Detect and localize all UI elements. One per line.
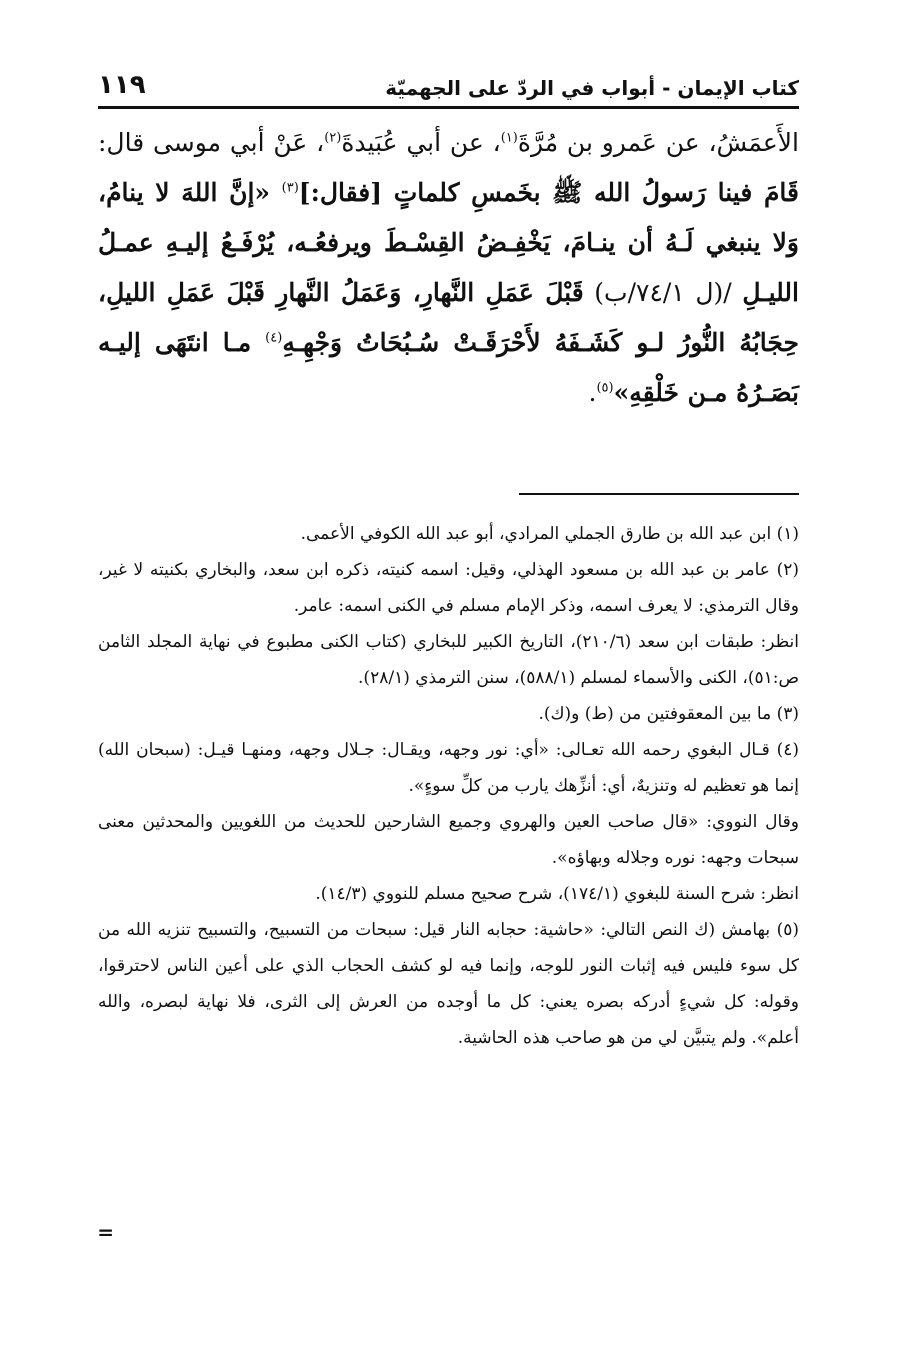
matn-part-1: قَامَ فينا رَسولُ الله ﷺ بخَمسِ كلماتٍ [فقال:] [298,178,799,207]
continuation-mark: = [97,1220,114,1244]
page-header [98,56,799,109]
isnad-start: الأَعمَشُ، عن عَمرو بن مُرَّةَ [517,128,799,157]
footnote-5: (٥) بهامش (ك النص التالي: «حاشية: حجابه النار قيل: سبحات من التسبيح، والتسبيح تنزيه الله من كل سوء فليس فيه إثبات النور للوجه، وإنما فيه لو كشف الحجاب الذي على أعين الناس لاحترقوا، وقوله: كل شيءٍ أدركه بصره يعني: كل ما أوجده من العرش إلى الثرى، فلا نهاية لبصره، والله أعلم». ولم يتبيَّن لي من هو صاحب هذه الحاشية. [98,920,799,1048]
matn-part-2: «إنَّ اللهَ لا ينامُ، وَلا ينبغي لَـهُ أن ينـامَ، يَخْفِـضُ القِسْـطَ ويرفعُـه، يُرْفَـعُ إليـهِ عمـلُ الليـلِ [98,178,799,307]
paragraph-end: . [588,378,597,407]
footnote-ref-5: (٥) [596,380,614,396]
matn-part-4: مـا انتَهَى إليـه بَصَـرُهُ مـن خَلْقِهِ» [98,328,799,407]
footnote-ref-2: (٢) [324,130,342,146]
footnote-2-sources: انظر: طبقات ابن سعد (٢١٠/٦)، التاريخ الكبير للبخاري (كتاب الكنى مطبوع في نهاية المجلد الثامن ص:٥١)، الكنى والأسماء لمسلم (٥٨٨/١)، سنن الترمذي (٢٨/١). [98,632,799,688]
hadith-paragraph [98,118,799,418]
matn-part-3: قَبْلَ عَمَلِ النَّهارِ، وَعَمَلُ النَّهارِ قَبْلَ عَمَلِ الليلِ، حِجَابُهُ النُّورُ لـو كَشَـفَهُ لأَحْرَقَـتْ سُـبُحَاتُ وَجْهِـهِ [98,278,799,357]
isnad-end: ، عَنْ أبي موسى قال: [98,128,325,157]
running-title: كتاب الإيمان - أبواب في الردّ على الجهميّة [385,76,799,100]
footnote-ref-4: (٤) [265,330,283,346]
footnote-1: (١) ابن عبد الله بن طارق الجملي المرادي، أبو عبد الله الكوفي الأعمى. [300,524,799,544]
main-text [98,118,799,418]
footnote-4: (٤) قـال البغوي رحمه الله تعـالى: «أي: نور وجهه، ويقـال: جـلال وجهه، ومنهـا قيـل: (سبحان الله) إنما هو تعظيم له وتنزيهٌ، أي: أنزِّهك يارب من كلِّ سوءٍ». [98,740,799,796]
footnote-3: (٣) ما بين المعقوفتين من (ط) و(ك). [538,704,799,724]
footnotes [98,516,799,1056]
footnote-divider [519,493,799,495]
page-number: ١١٩ [98,70,146,100]
isnad-mid: ، عن أبي عُبَيدةَ [341,128,501,157]
manuscript-marker: /(ل ٧٤/١/ب) [583,278,743,307]
footnote-ref-1: (١) [500,130,518,146]
footnote-ref-3: (٣) [281,180,299,196]
footnote-4-nawawi: وقال النووي: «قال صاحب العين والهروي وجميع الشارحين للحديث من اللغويين والمحدثين معنى سبحات وجهه: نوره وجلاله وبهاؤه». [98,812,799,868]
footnote-2: (٢) عامر بن عبد الله بن مسعود الهذلي، وقيل: اسمه كنيته، ذكره ابن سعد، والبخاري بكنيته لا غير، وقال الترمذي: لا يعرف اسمه، وذكر الإمام مسلم في الكنى اسمه: عامر. [98,560,799,616]
footnote-4-sources: انظر: شرح السنة للبغوي (١٧٤/١)، شرح صحيح مسلم للنووي (١٤/٣). [315,884,799,904]
